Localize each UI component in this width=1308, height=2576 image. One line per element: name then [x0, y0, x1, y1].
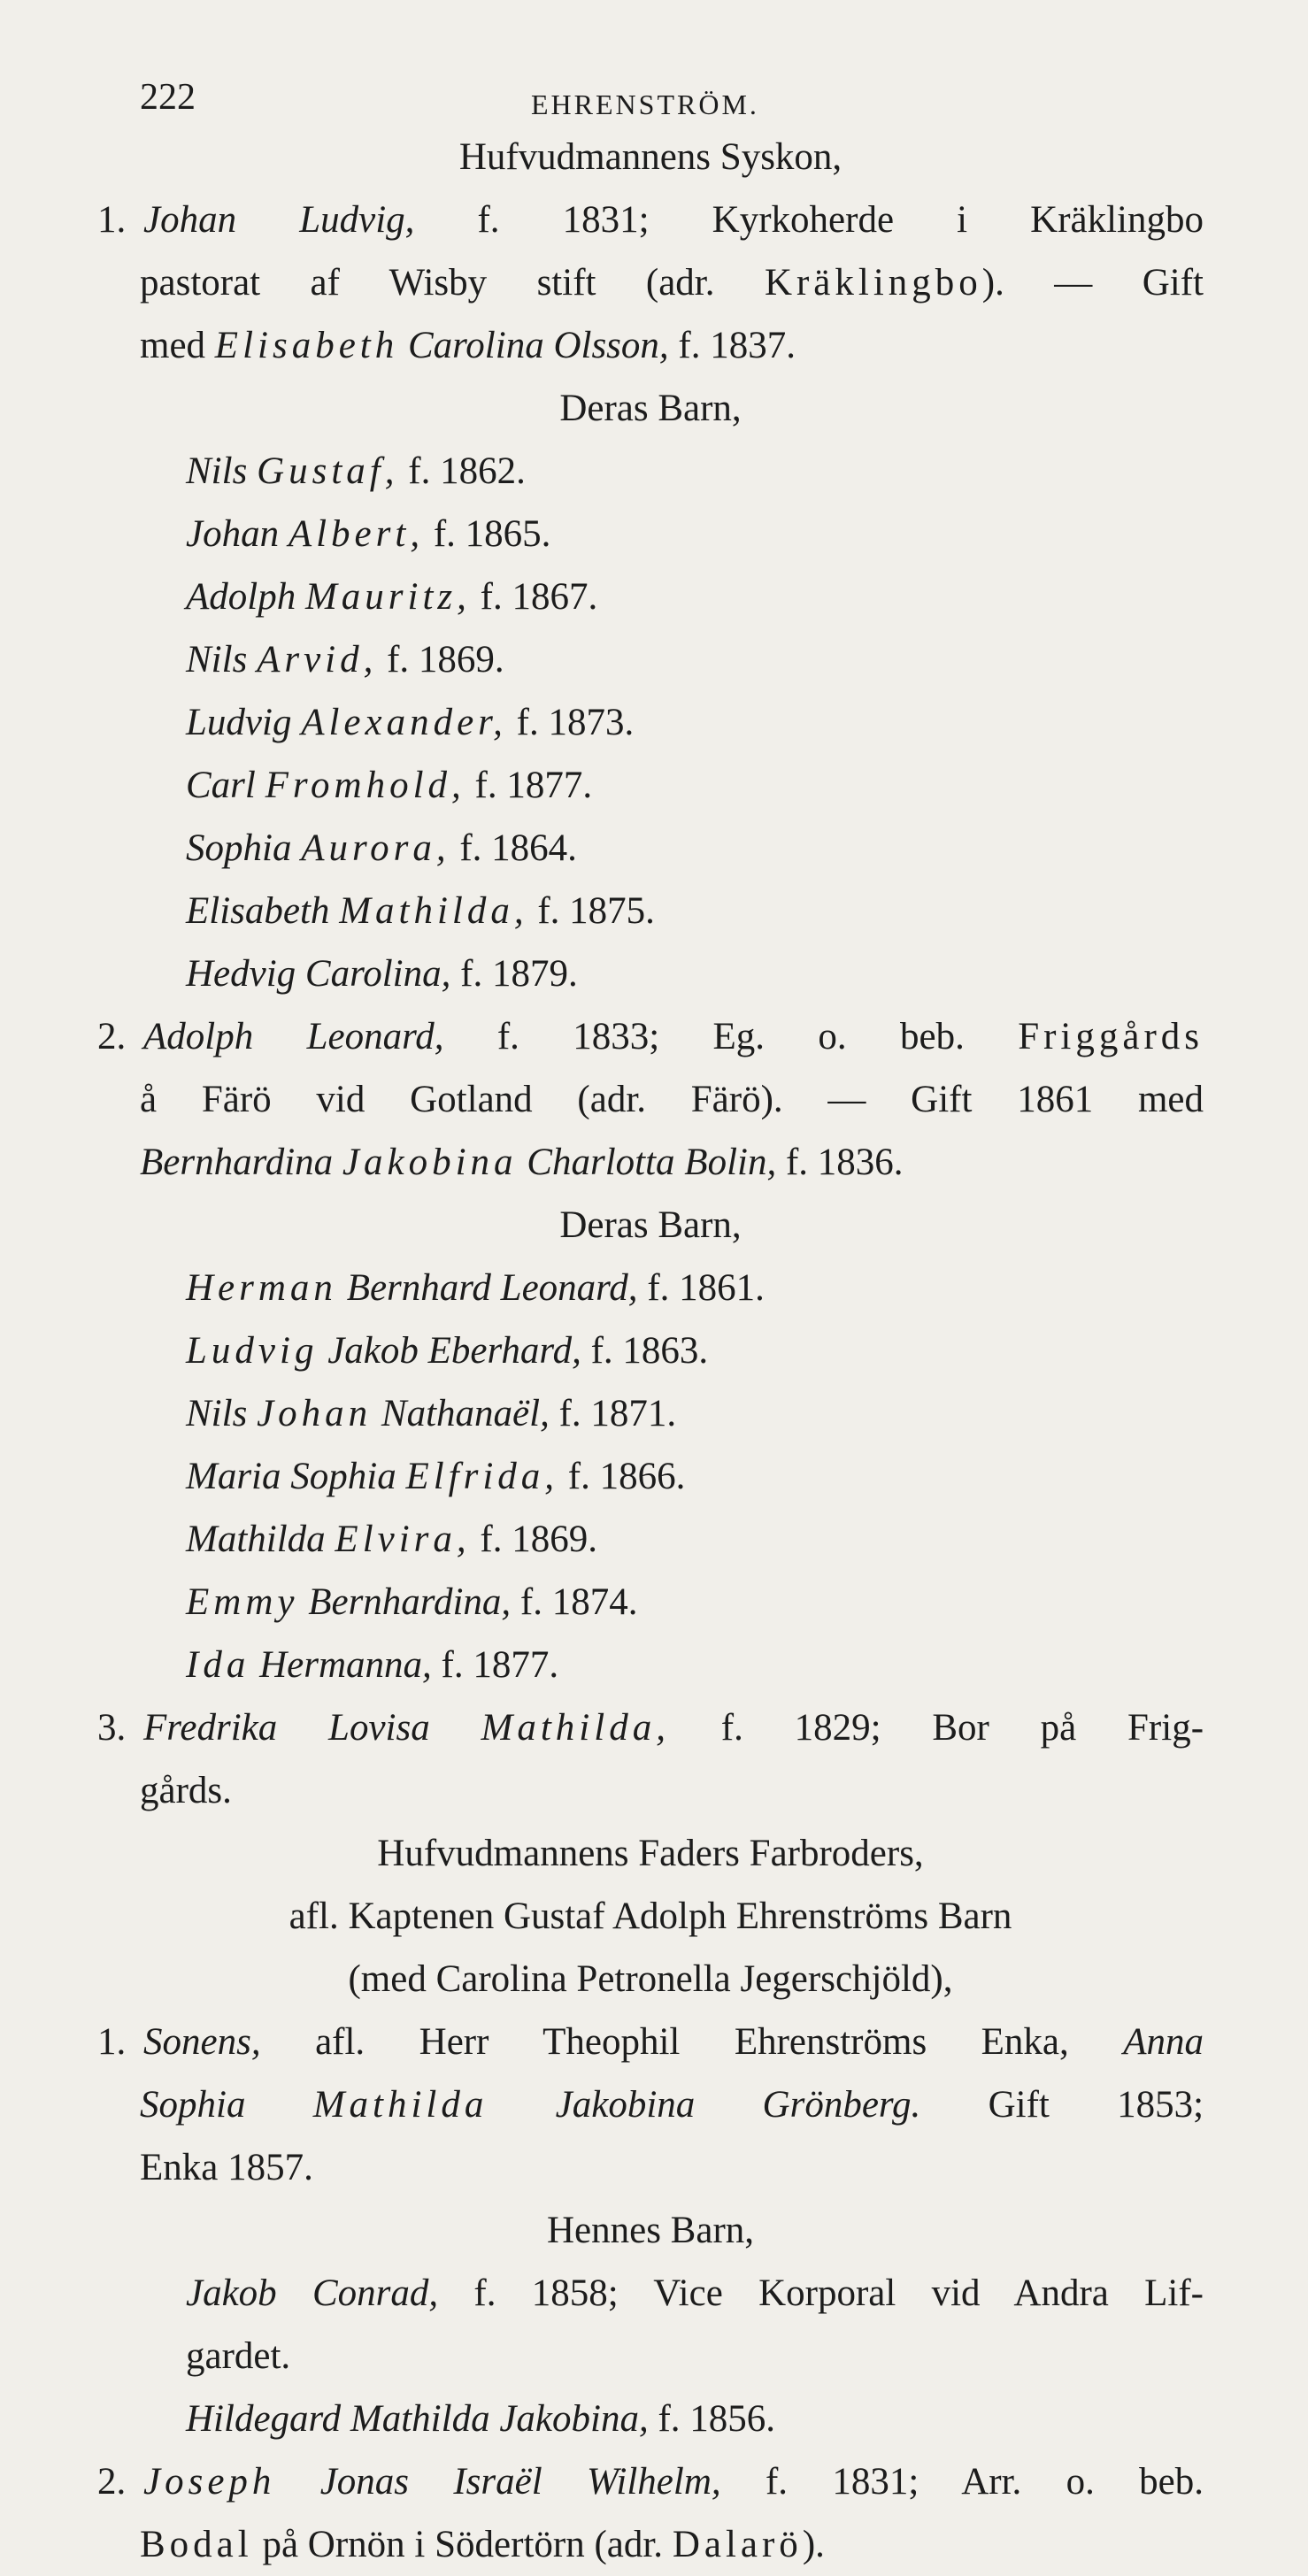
child-name: Gustaf, — [257, 450, 399, 492]
entry-text: Gift 1853; — [988, 2084, 1204, 2126]
child-line — [97, 942, 1204, 1005]
child-birth: f. 1874. — [519, 1581, 638, 1623]
child-line — [97, 440, 1204, 503]
entry-text: pastorat af Wisby stift (adr. — [140, 262, 715, 304]
child-name: Ludvig — [186, 702, 292, 743]
s1-line-2 — [97, 2073, 1204, 2136]
child-name: Maria Sophia — [186, 1456, 396, 1497]
entry-text: f. 1836. — [785, 1142, 904, 1183]
child-birth: f. 1867. — [480, 576, 598, 618]
given-name: Adolph — [143, 1016, 254, 1057]
child-name: Nils — [186, 450, 248, 492]
child-birth: f. 1865. — [433, 513, 551, 555]
s2-line-2 — [97, 2513, 1204, 2576]
child-birth: f. 1864. — [459, 827, 577, 869]
child-birth: f. 1871. — [558, 1393, 677, 1434]
children-heading: Deras Barn, — [559, 1204, 742, 1246]
child-line — [97, 2388, 1204, 2450]
widow-name: Mathilda — [312, 2084, 489, 2126]
entry-text: f. 1837. — [678, 325, 796, 366]
relation: Sonens, — [143, 2021, 261, 2063]
child-name: Herman — [186, 1267, 337, 1309]
child-name: Elisabeth — [186, 890, 330, 932]
entry-number: 1. — [97, 199, 127, 241]
given-name: Leonard, — [306, 1016, 444, 1057]
entry-number: 1. — [97, 2021, 127, 2063]
place-name: Kräklingbo — [764, 262, 982, 304]
child-name: Fromhold, — [265, 765, 465, 806]
child-name: Mauritz, — [304, 576, 471, 618]
entry-text: f. 1829; Bor på Frig- — [720, 1707, 1204, 1749]
child-line — [97, 1382, 1204, 1445]
child-name: Hildegard Mathilda Jakobina, — [186, 2398, 649, 2440]
child-line — [97, 503, 1204, 565]
child-birth: f. 1877. — [441, 1644, 559, 1686]
given-name: Joseph — [143, 2461, 276, 2503]
entry-text: med — [140, 325, 206, 366]
s2-line-1 — [97, 2450, 1204, 2513]
child-birth: f. 1873. — [516, 702, 635, 743]
spouse-name: Bernhardina — [140, 1142, 334, 1183]
given-name: Ludvig, — [299, 199, 415, 241]
child-name: Arvid, — [257, 639, 378, 681]
child-line — [97, 880, 1204, 942]
running-head: EHRENSTRÖM. — [531, 88, 759, 120]
place-name: Friggårds — [1018, 1016, 1204, 1057]
child-line — [97, 1508, 1204, 1571]
child-birth: f. 1856. — [658, 2398, 776, 2440]
child-name: Emmy — [186, 1581, 299, 1623]
child-line — [97, 1257, 1204, 1319]
child-birth: f. 1862. — [408, 450, 526, 492]
entry-1-line-2 — [97, 251, 1204, 314]
child-name: Johan — [186, 513, 280, 555]
given-name: Johan — [143, 199, 237, 241]
entry-number: 2. — [97, 1016, 127, 1057]
child-birth: f. 1875. — [537, 890, 655, 932]
entry-1-line-1 — [97, 188, 1204, 251]
child-name: Hedvig Carolina, — [186, 953, 451, 995]
entry-number: 3. — [97, 1707, 127, 1749]
child-line — [97, 2262, 1204, 2325]
child-birth: f. 1866. — [567, 1456, 686, 1497]
child-name: Hermanna, — [259, 1644, 432, 1686]
children-heading: Hennes Barn, — [546, 2210, 755, 2251]
entry-number: 2. — [97, 2461, 127, 2503]
child-name: Ida — [186, 1644, 250, 1686]
child-line — [97, 1445, 1204, 1508]
child-line — [97, 1319, 1204, 1382]
child-line — [97, 1571, 1204, 1634]
child-name: Nils — [186, 1393, 248, 1434]
child-birth: f. 1869. — [387, 639, 504, 681]
entry-3-line-2: gårds. — [140, 1770, 232, 1811]
s1-line-3: Enka 1857. — [140, 2147, 313, 2188]
given-name: Mathilda, — [481, 1707, 670, 1749]
child-birth: f. 1869. — [480, 1519, 597, 1560]
child-birth: f. 1879. — [460, 953, 578, 995]
widow-name: Sophia — [140, 2084, 246, 2126]
child-name: Mathilda, — [339, 890, 528, 932]
spouse-name: Elisabeth — [214, 325, 399, 366]
entry-text: f. 1833; Eg. o. beb. — [496, 1016, 965, 1057]
entry-text: ). — [802, 2524, 825, 2565]
child-name: Albert, — [288, 513, 425, 555]
spouse-name: Carolina Olsson, — [407, 325, 669, 366]
page-header — [97, 69, 1204, 126]
document-page — [97, 69, 1204, 2576]
spouse-name: Charlotta Bolin, — [527, 1142, 777, 1183]
child-line — [97, 817, 1204, 880]
child-line — [97, 565, 1204, 628]
child-line-continued: gardet. — [186, 2335, 291, 2377]
child-name: Aurora, — [301, 827, 450, 869]
section-heading-line-2: afl. Kaptenen Gustaf Adolph Ehrenströms Barn — [289, 1895, 1012, 1937]
entry-2-line-3 — [97, 1131, 1204, 1194]
child-birth: f. 1863. — [590, 1330, 709, 1372]
child-name: Elvira, — [335, 1519, 471, 1560]
child-line — [97, 691, 1204, 754]
section-heading-siblings: Hufvudmannens Syskon, — [458, 136, 843, 178]
s1-line-1 — [97, 2011, 1204, 2073]
child-name: Alexander, — [301, 702, 507, 743]
child-birth: f. 1858; Vice Korporal vid Andra Lif- — [473, 2272, 1204, 2314]
child-name: Adolph — [186, 576, 296, 618]
child-name: Elfrida, — [405, 1456, 559, 1497]
children-heading: Deras Barn, — [559, 388, 742, 429]
entry-text: f. 1831; Kyrkoherde i Kräklingbo — [477, 199, 1204, 241]
child-name: Jakob Eberhard, — [327, 1330, 581, 1372]
entry-2-line-1 — [97, 1005, 1204, 1068]
given-name: Jonas Israël Wilhelm, — [319, 2461, 721, 2503]
child-line — [97, 1634, 1204, 1696]
entry-text: afl. Herr Theophil Ehrenströms Enka, — [315, 2021, 1069, 2063]
child-name: Bernhardina, — [308, 1581, 512, 1623]
page-number: 222 — [140, 77, 196, 118]
section-heading-line-3: (med Carolina Petronella Jegerschjöld), — [348, 1958, 953, 2000]
child-name: Johan — [257, 1393, 373, 1434]
child-line — [97, 628, 1204, 691]
entry-text: ). — Gift — [981, 262, 1204, 304]
entry-1-line-3 — [97, 314, 1204, 377]
child-name: Bernhard Leonard, — [346, 1267, 638, 1309]
child-name: Jakob Conrad, — [186, 2272, 439, 2314]
place-name: Bodal — [140, 2524, 253, 2565]
child-name: Sophia — [186, 827, 292, 869]
child-birth: f. 1861. — [647, 1267, 765, 1309]
child-name: Mathilda — [186, 1519, 326, 1560]
entry-text: f. 1831; Arr. o. beb. — [765, 2461, 1204, 2503]
child-name: Nathanaël, — [381, 1393, 550, 1434]
widow-name: Jakobina Grönberg. — [555, 2084, 921, 2126]
entry-3-line-1 — [97, 1696, 1204, 1759]
section-heading-line-1: Hufvudmannens Faders Farbroders, — [377, 1833, 924, 1874]
place-name: Dalarö — [672, 2524, 803, 2565]
given-name: Fredrika Lovisa — [143, 1707, 430, 1749]
child-birth: f. 1877. — [474, 765, 593, 806]
spouse-name: Jakobina — [342, 1142, 518, 1183]
entry-text: på Ornön i Södertörn (adr. — [262, 2524, 664, 2565]
entry-2-line-2: å Färö vid Gotland (adr. Färö). — Gift 1861 med — [140, 1079, 1204, 1120]
widow-name: Anna — [1123, 2021, 1204, 2063]
child-line — [97, 754, 1204, 817]
child-name: Carl — [186, 765, 256, 806]
child-name: Nils — [186, 639, 248, 681]
child-name: Ludvig — [186, 1330, 319, 1372]
